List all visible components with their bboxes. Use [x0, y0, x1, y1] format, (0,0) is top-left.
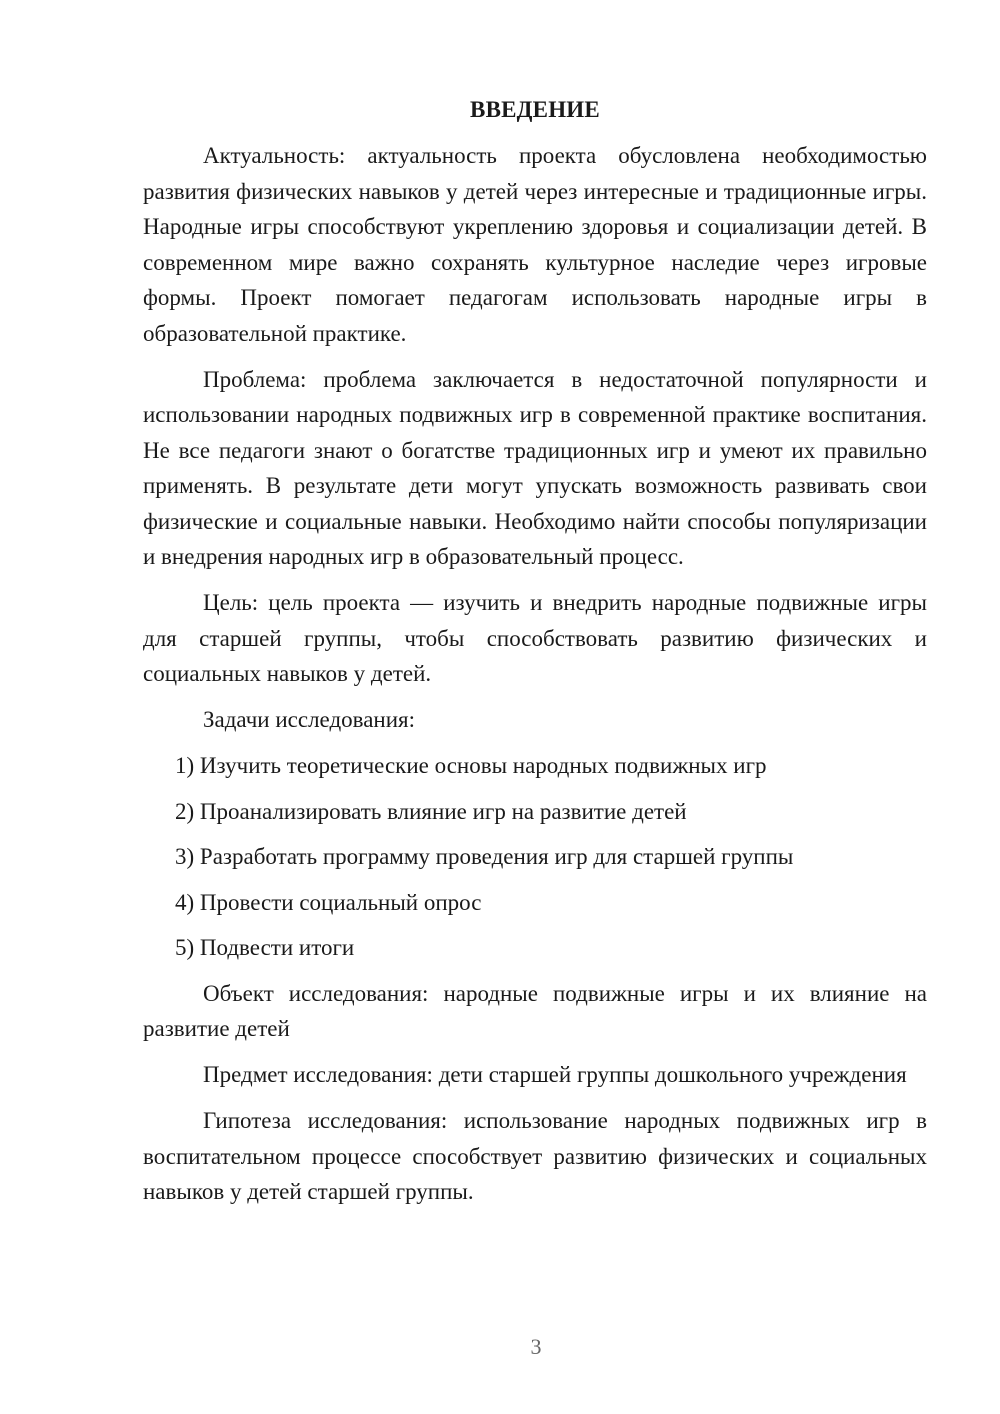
- section-title: ВВЕДЕНИЕ: [470, 97, 600, 122]
- task-item: 5) Подвести итоги: [175, 935, 355, 960]
- task-item: 2) Проанализировать влияние игр на развитие детей: [175, 798, 687, 824]
- hypothesis-paragraph: Гипотеза исследования: использование народных подвижных игр в воспитательном процессе способствует развитию физических и социальных навыков у детей старшей группы.: [143, 1108, 927, 1204]
- task-item: 4) Провести социальный опрос: [175, 889, 482, 915]
- problem-paragraph: Проблема: проблема заключается в недостаточной популярности и использовании народных подвижных игр в современной практике воспитания. Не все педагоги знают о богатстве традиционных игр и умеют их правильно применять. В результате дети могут упускать возможность развивать свои физические и социальные навыки. Необходимо найти способы популяризации и внедрения народных игр в образовательный процесс.: [143, 366, 927, 569]
- object-paragraph: Объект исследования: народные подвижные игры и их влияние на развитие детей: [143, 980, 927, 1041]
- page-number: 3: [530, 1334, 542, 1359]
- relevance-paragraph: Актуальность: актуальность проекта обусловлена необходимостью развития физических навыков у детей через интересные и традиционные игры. Народные игры способствуют укреплению здоровья и социализации детей. В современном мире важно сохранять культурное наследие через игровые формы. Проект помогает педагогам использовать народные игры в образовательной практике.: [143, 143, 927, 346]
- task-item: 1) Изучить теоретические основы народных подвижных игр: [175, 753, 767, 778]
- tasks-heading: Задачи исследования:: [203, 707, 416, 732]
- document-body: [143, 92, 927, 1220]
- task-item: 3) Разработать программу проведения игр для старшей группы: [175, 844, 794, 869]
- goal-paragraph: Цель: цель проекта — изучить и внедрить народные подвижные игры для старшей группы, чтобы способствовать развитию физических и социальных навыков у детей.: [143, 590, 927, 686]
- tasks-list: [143, 748, 927, 966]
- subject-paragraph: Предмет исследования: дети старшей группы дошкольного учреждения: [203, 1062, 907, 1087]
